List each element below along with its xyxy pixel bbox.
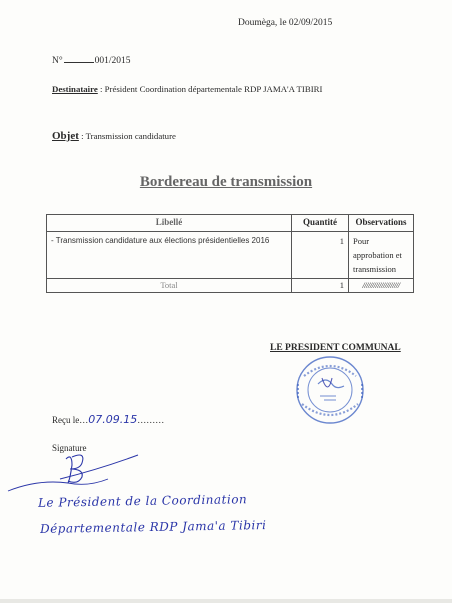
president-communal-title: LE PRESIDENT COMMUNAL xyxy=(270,343,401,353)
table-header-row xyxy=(47,215,414,232)
recu-dots-after: ……… xyxy=(137,415,165,425)
bordereau-table xyxy=(46,214,414,293)
handwritten-line-2: Départementale RDP Jama'a Tibiri xyxy=(39,518,267,536)
reference-number xyxy=(52,54,131,66)
recu-dots-before: … xyxy=(79,415,89,425)
handwritten-signature-icon xyxy=(0,445,452,495)
table-total-row xyxy=(47,279,414,293)
header-libelle: Libellé xyxy=(47,215,292,232)
destinataire-value: Président Coordination départementale RDP JAMA'A TIBIRI xyxy=(104,84,323,94)
table-row xyxy=(47,232,414,279)
objet-sep: : xyxy=(78,131,86,141)
scan-edge xyxy=(0,599,452,603)
place-date: Doumèga, le 02/09/2015 xyxy=(238,18,333,28)
recu-date: 07.09.15 xyxy=(88,413,138,426)
objet xyxy=(52,130,176,142)
reference-blank-line xyxy=(64,54,94,63)
objet-value: Transmission candidature xyxy=(85,131,176,141)
document-title: Bordereau de transmission xyxy=(139,174,313,190)
cell-libelle: - Transmission candidature aux élections présidentielles 2016 xyxy=(47,232,292,279)
cell-quantite: 1 xyxy=(292,232,349,279)
destinataire xyxy=(52,84,322,94)
destinataire-sep: : xyxy=(97,84,105,94)
total-label: Total xyxy=(47,279,292,293)
total-observations: //////////////////// xyxy=(349,279,414,293)
destinataire-label: Destinataire xyxy=(52,84,98,94)
header-observations: Observations xyxy=(349,215,414,232)
cell-observations: Pour approbation et transmission xyxy=(349,232,414,279)
total-quantite: 1 xyxy=(292,279,349,293)
signature-label: Signature xyxy=(52,443,87,453)
handwritten-line-1: Le Président de la Coordination xyxy=(37,492,248,510)
header-quantite: Quantité xyxy=(292,215,349,232)
reference-value: 001/2015 xyxy=(94,56,131,66)
official-stamp-icon xyxy=(284,354,376,426)
recu-label: Reçu le xyxy=(52,415,80,425)
objet-label: Objet xyxy=(52,130,79,142)
reference-prefix: N° xyxy=(52,56,63,66)
recu-le xyxy=(52,413,164,426)
